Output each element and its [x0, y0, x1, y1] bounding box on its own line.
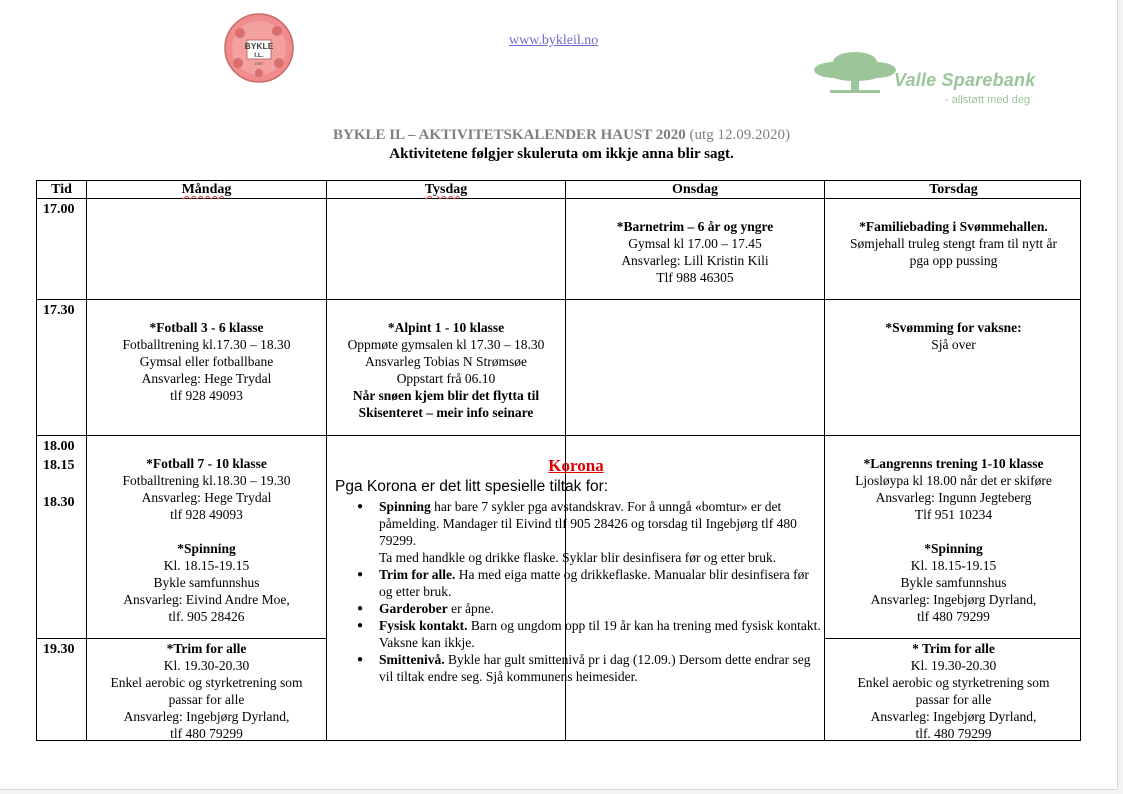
korona-item-label: Fysisk kontakt. [379, 618, 468, 633]
activity-line: Oppstart frå 06.10 [396, 371, 496, 386]
activity-title: *Fotball 7 - 10 klasse [146, 456, 267, 471]
korona-intro: Pga Korona er det litt spesielle tiltak for: [335, 478, 609, 495]
cell-mandag-1800 [87, 455, 326, 625]
page-title-updated: (utg 12.09.2020) [689, 127, 790, 143]
activity-line: Oppmøte gymsalen kl 17.30 – 18.30 [347, 337, 545, 352]
activity-line: Kl. 19.30-20.30 [163, 658, 250, 673]
korona-notice [327, 453, 825, 685]
activity-line: tlf. 905 28426 [168, 609, 245, 624]
activity-line: Bykle samfunnshus [900, 575, 1007, 590]
activity-line: Fotballtrening kl.17.30 – 18.30 [122, 337, 291, 352]
cell-torsdag-1730 [825, 319, 1082, 353]
korona-item-garderober [379, 600, 825, 617]
activity-line: Enkel aerobic og styrketrening som [110, 675, 303, 690]
time-1730: 17.30 [43, 303, 75, 318]
activity-title: *Trim for alle [166, 641, 247, 656]
activity-line: Ansvarleg: Eivind Andre Moe, [123, 592, 290, 607]
korona-title: Korona [548, 456, 604, 475]
activity-line: Ljosløypa kl 18.00 når det er skiføre [855, 473, 1052, 488]
club-website-link[interactable]: www.bykleil.no [509, 33, 599, 48]
club-logo [224, 13, 294, 83]
cell-torsdag-1800 [825, 455, 1082, 625]
activity-line: Bykle samfunnshus [153, 575, 260, 590]
activity-line: tlf 480 79299 [917, 609, 990, 624]
club-logo-year: 1937 [254, 61, 264, 66]
korona-item-extra: Ta med handkle og drikke flaske. Syklar blir desinfisera før og etter bruk. [379, 550, 777, 565]
header-mandag: Måndag [181, 182, 232, 197]
page-subtitle: Aktivitetene følgjer skuleruta om ikkje anna blir sagt. [389, 146, 734, 162]
cell-mandag-1730 [87, 319, 326, 404]
time-1700: 17.00 [43, 202, 75, 217]
korona-item-label: Smittenivå. [379, 652, 445, 667]
activity-line: tlf 928 49093 [170, 388, 243, 403]
tree-icon [810, 48, 900, 98]
schedule-table [36, 180, 1081, 741]
korona-item-text: har bare 7 sykler pga avstandskrav. For å unngå «bomtur» er det påmelding. Mandager til Eivind tlf 905 28426 og torsdag til Ingebjørg tlf 480 79299. [379, 499, 797, 548]
activity-line: tlf 928 49093 [170, 507, 243, 522]
activity-line: Gymsal kl 17.00 – 17.45 [628, 236, 762, 251]
header-tid: Tid [51, 182, 72, 197]
time-1815: 18.15 [43, 458, 75, 473]
korona-item-text: er åpne. [447, 601, 494, 616]
activity-title: *Svømming for vaksne: [885, 320, 1022, 335]
activity-line: Sjå over [931, 337, 976, 352]
activity-line: Når snøen kjem blir det flytta til [352, 388, 540, 403]
activity-line: Ansvarleg: Ingebjørg Dyrland, [123, 709, 290, 724]
time-1930: 19.30 [43, 642, 75, 657]
activity-line: Sømjehall truleg stengt fram til nytt år [850, 236, 1057, 251]
activity-line: tlf 480 79299 [170, 726, 243, 741]
page-title-main: BYKLE IL – AKTIVITETSKALENDER HAUST 2020 [333, 127, 686, 143]
activity-title: *Fotball 3 - 6 klasse [149, 320, 264, 335]
activity-title: *Barnetrim – 6 år og yngre [616, 219, 774, 234]
activity-title: * Trim for alle [912, 641, 995, 656]
activity-line: Ansvarleg: Ingunn Jegteberg [875, 490, 1032, 505]
header-tysdag: Tysdag [424, 182, 468, 197]
activity-line: Enkel aerobic og styrketrening som [857, 675, 1050, 690]
header-onsdag: Onsdag [672, 182, 718, 197]
activity-line: tlf. 480 79299 [915, 726, 992, 741]
time-1830: 18.30 [43, 495, 75, 510]
korona-item-label: Spinning [379, 499, 431, 514]
activity-line: Ansvarleg: Lill Kristin Kili [621, 253, 769, 268]
activity-line: Ansvarleg: Hege Trydal [141, 371, 272, 386]
activity-title: *Spinning [177, 541, 236, 556]
activity-line: Fotballtrening kl.18.30 – 19.30 [122, 473, 291, 488]
activity-line: Tlf 988 46305 [656, 270, 734, 285]
activity-line: Gymsal eller fotballbane [139, 354, 274, 369]
activity-title: *Langrenns trening 1-10 klasse [863, 456, 1044, 471]
activity-line: passar for alle [168, 692, 245, 707]
activity-title: *Familiebading i Svømmehallen. [859, 219, 1048, 234]
bank-tagline: - allstøtt med deg [945, 94, 1030, 106]
korona-item-spinning [379, 498, 825, 566]
activity-line: Ansvarleg: Ingebjørg Dyrland, [870, 709, 1037, 724]
korona-item-text: Bykle har gult smittenivå pr i dag (12.09.) Dersom dette endrar seg vil tiltak endre seg. Sjå kommunens heimesider. [379, 652, 811, 684]
cell-mandag-1930 [87, 640, 326, 742]
korona-item-label: Garderober [379, 601, 448, 616]
activity-title: *Spinning [924, 541, 983, 556]
korona-item-label: Trim for alle. [379, 567, 456, 582]
cell-torsdag-1930 [825, 640, 1082, 742]
activity-line: Kl. 18.15-19.15 [910, 558, 997, 573]
page-title [0, 127, 1123, 144]
korona-item-trim [379, 566, 825, 600]
club-logo-sub: I.L. [254, 52, 264, 59]
activity-line: Ansvarleg: Ingebjørg Dyrland, [870, 592, 1037, 607]
cell-torsdag-1700 [825, 218, 1082, 269]
activity-title: *Alpint 1 - 10 klasse [387, 320, 505, 335]
activity-line: Kl. 18.15-19.15 [163, 558, 250, 573]
cell-onsdag-1700 [566, 218, 824, 286]
activity-line: Ansvarleg Tobias N Strømsøe [365, 354, 527, 369]
header-torsdag: Torsdag [929, 182, 978, 197]
time-1800: 18.00 [43, 439, 75, 454]
activity-line: passar for alle [915, 692, 992, 707]
korona-item-text: Barn og ungdom opp til 19 år kan ha trening med fysisk kontakt. Vaksne kan ikkje. [379, 618, 821, 650]
korona-item-smittenivaa [379, 651, 825, 685]
cell-tysdag-1730 [327, 319, 565, 421]
activity-line: Kl. 19.30-20.30 [910, 658, 997, 673]
korona-list [327, 498, 825, 685]
club-logo-text: BYKLE [244, 41, 274, 51]
korona-item-fysisk-kontakt [379, 617, 825, 651]
activity-line: Skisenteret – meir info seinare [358, 405, 534, 420]
bank-logo [810, 48, 1070, 106]
activity-line: Ansvarleg: Hege Trydal [141, 490, 272, 505]
activity-line: Tlf 951 10234 [914, 507, 993, 522]
bank-name: Valle Sparebank [894, 70, 1036, 90]
korona-item-text: Ha med eiga matte og drikkeflaske. Manualar blir desinfisera før og etter bruk. [379, 567, 809, 599]
activity-line: pga opp pussing [909, 253, 998, 268]
